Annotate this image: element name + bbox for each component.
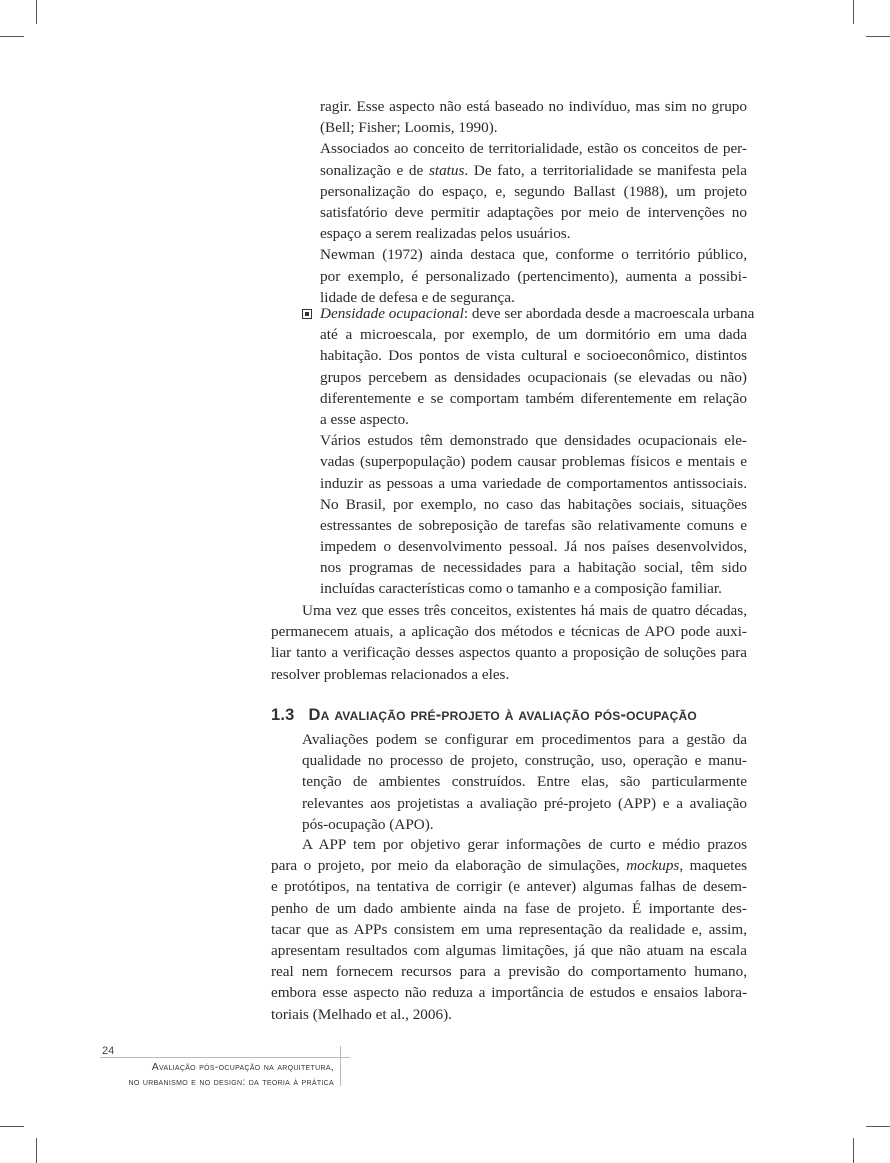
text-line: (Bell; Fisher; Loomis, 1990). bbox=[320, 119, 498, 137]
text-line: Avaliações podem se configurar em procedimentos para a gestão da bbox=[302, 731, 747, 748]
footer-title-line-1: Avaliação pós-ocupação na arquitetura, bbox=[151, 1061, 334, 1073]
text-line: liar tanto a verificação desses aspectos quanto a proposição de soluções para bbox=[271, 644, 747, 662]
text-span: : deve ser abordada desde a macroescala urbana bbox=[463, 305, 755, 322]
square-bullet-icon bbox=[302, 309, 312, 319]
section-number: 1.3 bbox=[271, 706, 295, 724]
footer-rule-horizontal bbox=[100, 1057, 350, 1058]
text-span: . De fato, a territorialidade se manifesta pela bbox=[464, 161, 747, 179]
text-line: A APP tem por objetivo gerar informações de curto e médio prazos bbox=[302, 836, 747, 853]
text-line-term bbox=[320, 303, 755, 324]
crop-mark-bottom-right-horizontal bbox=[866, 1126, 890, 1127]
text-line: a esse aspecto. bbox=[320, 410, 409, 428]
italic-term-status: status bbox=[428, 161, 465, 179]
text-line: Vários estudos têm demonstrado que densidades ocupacionais ele- bbox=[320, 432, 747, 450]
crop-mark-top-right-vertical bbox=[853, 0, 854, 24]
text-line: espaço a serem realizadas pelos usuários. bbox=[320, 225, 571, 243]
text-span: para o projeto, por meio da elaboração de simulações, bbox=[271, 857, 627, 875]
text-line: estressantes de sobreposição de tarefas são relativamente comuns e bbox=[320, 516, 747, 534]
text-span: , maquetes bbox=[679, 857, 747, 875]
italic-term-mockups: mockups bbox=[626, 857, 680, 875]
text-line: No Brasil, por exemplo, no caso das habitações sociais, situações bbox=[320, 495, 747, 513]
footer-title-line-2: no urbanismo e no design: da teoria à prática bbox=[128, 1076, 334, 1088]
text-line: personalização do espaço, e, segundo Ballast (1988), um projeto bbox=[320, 182, 747, 200]
crop-mark-bottom-left-horizontal bbox=[0, 1126, 24, 1127]
text-line: Uma vez que esses três conceitos, existentes há mais de quatro décadas, bbox=[302, 602, 747, 619]
text-line: permanecem atuais, a aplicação dos métodos e técnicas de APO pode auxi- bbox=[271, 623, 747, 641]
text-span: sonalização e de bbox=[320, 161, 429, 179]
text-line: diferentemente e se comportam também diferentemente em relação bbox=[320, 389, 747, 407]
text-line: até a microescala, por exemplo, de um dormitório em uma dada bbox=[320, 326, 747, 344]
text-line: habitação. Dos pontos de vista cultural e socioeconômico, distintos bbox=[320, 347, 747, 365]
text-line-status bbox=[320, 160, 747, 181]
section-paragraph-2 bbox=[271, 834, 747, 1025]
text-line: induzir as pessoas a uma variedade de comportamentos antissociais. bbox=[320, 474, 747, 492]
text-line: Associados ao conceito de territorialidade, estão os conceitos de per- bbox=[320, 140, 747, 158]
text-line: pós-ocupação (APO). bbox=[302, 815, 434, 833]
text-line: satisfatório deve permitir adaptações por meio de intervenções no bbox=[320, 203, 747, 221]
text-line: e protótipos, na tentativa de corrigir (e antever) algumas falhas de desem- bbox=[271, 878, 747, 896]
crop-mark-top-right-horizontal bbox=[866, 36, 890, 37]
text-line: qualidade no processo de projeto, construção, uso, operação e manu- bbox=[302, 752, 747, 770]
text-line: real nem fornecem recursos para a previsão do comportamento humano, bbox=[271, 963, 747, 981]
section-title: Da avaliação pré-projeto à avaliação pós-ocupação bbox=[308, 706, 697, 724]
text-line: Newman (1972) ainda destaca que, conforme o território público, bbox=[320, 246, 747, 264]
text-line: lidade de defesa e de segurança. bbox=[320, 288, 515, 306]
closing-paragraph bbox=[271, 600, 747, 685]
section-heading bbox=[271, 706, 697, 725]
text-line: grupos percebem as densidades ocupacionais (se elevadas ou não) bbox=[320, 368, 747, 386]
page-number: 24 bbox=[102, 1045, 115, 1057]
text-line: vadas (superpopulação) podem causar problemas físicos e mentais e bbox=[320, 453, 747, 471]
text-line-mockups bbox=[271, 855, 747, 876]
text-line: tacar que as APPs consistem em uma representação da realidade e, assim, bbox=[271, 920, 747, 938]
text-line: impedem o desenvolvimento pessoal. Já nos países desenvolvidos, bbox=[320, 538, 747, 556]
text-line: resolver problemas relacionados a eles. bbox=[271, 665, 510, 683]
text-line: tenção de ambientes construídos. Entre elas, são particularmente bbox=[302, 773, 747, 791]
text-line: embora esse aspecto não reduza a importância de estudos e ensaios labora- bbox=[271, 984, 747, 1002]
bullet-item-densidade bbox=[320, 303, 755, 600]
text-line: toriais (Melhado et al., 2006). bbox=[271, 1005, 452, 1023]
text-line: relevantes aos projetistas a avaliação pré-projeto (APP) e a avaliação bbox=[302, 794, 747, 812]
crop-mark-top-left-vertical bbox=[36, 0, 37, 24]
text-line: incluídas características como o tamanho e a composição familiar. bbox=[320, 580, 722, 598]
text-line: apresentam resultados com algumas limitações, já que não atuam na escala bbox=[271, 941, 747, 959]
italic-term-densidade: Densidade ocupacional bbox=[320, 305, 464, 322]
text-line: nos programas de necessidades para a habitação social, têm sido bbox=[320, 559, 747, 577]
crop-mark-top-left-horizontal bbox=[0, 36, 24, 37]
section-paragraph-1 bbox=[302, 729, 747, 835]
running-footer-title bbox=[129, 1060, 334, 1090]
crop-mark-bottom-left-vertical bbox=[36, 1138, 37, 1163]
text-line: por exemplo, é personalizado (pertencimento), aumenta a possibi- bbox=[320, 267, 747, 285]
territoriality-block bbox=[320, 96, 747, 308]
text-line: penho de um dado ambiente ainda na fase de projeto. É importante des- bbox=[271, 899, 747, 917]
crop-mark-bottom-right-vertical bbox=[853, 1138, 854, 1163]
text-line: ragir. Esse aspecto não está baseado no indivíduo, mas sim no grupo bbox=[320, 98, 747, 115]
footer-rule-vertical bbox=[340, 1046, 341, 1086]
